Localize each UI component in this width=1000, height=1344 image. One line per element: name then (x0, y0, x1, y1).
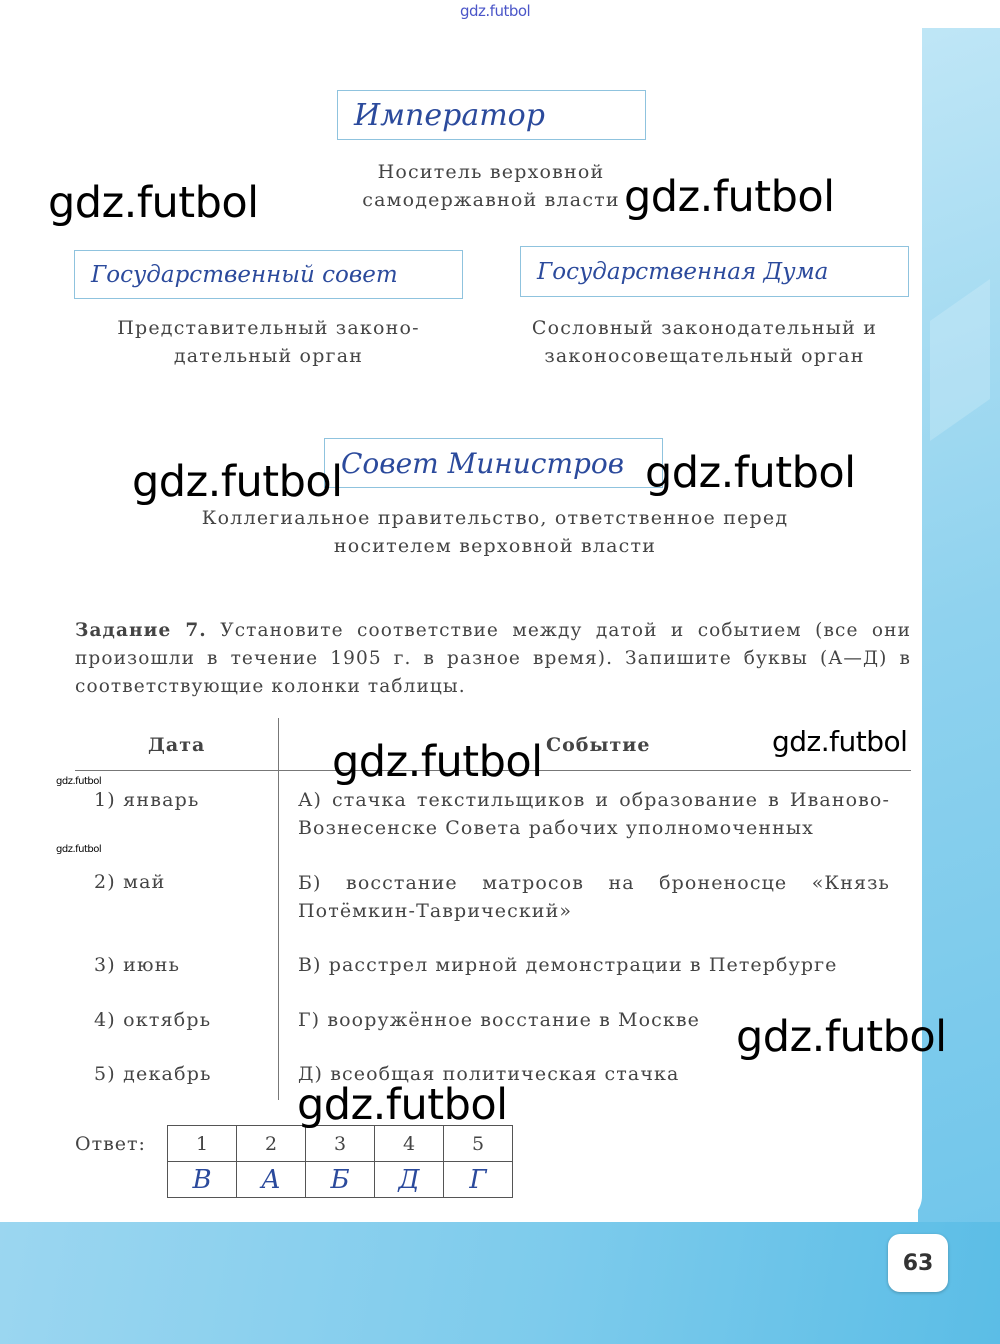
page-frame-right (918, 28, 1000, 1344)
state-duma-caption (508, 314, 901, 370)
answer-column-2: 2 (237, 1126, 306, 1162)
watermark-top: gdz.futbol (460, 2, 531, 20)
answer-letter-4: Д (375, 1162, 444, 1198)
state-council-caption-line-2: дательный орган (173, 345, 364, 367)
page-frame-bottom (0, 1222, 1000, 1344)
task-7 (75, 617, 911, 701)
table-column-divider (278, 718, 279, 1100)
council-of-ministers-caption-line-1: Коллегиальное правительство, ответственное перед (201, 507, 789, 529)
event-item-a: А) стачка текстильщиков и образование в Иваново-Вознесенске Совета рабочих уполномоченных (298, 789, 890, 839)
date-item-5: 5) декабрь (94, 1063, 212, 1085)
state-duma-caption-line-1: Сословный законодательный и (531, 317, 878, 339)
answer-table (167, 1125, 513, 1198)
answer-column-5: 5 (444, 1126, 513, 1162)
task-title: Задание 7. (75, 620, 207, 641)
answer-label: Ответ: (75, 1133, 146, 1155)
event-item-b: Б) восстание матросов на броненосце «Князь Потёмкин-Таврический» (298, 872, 890, 922)
council-of-ministers-answer-box: Совет Министров (324, 438, 663, 488)
date-item-1: 1) январь (94, 789, 200, 811)
watermark-9: gdz.futbol (736, 1012, 947, 1062)
page-number: 63 (888, 1234, 948, 1292)
task-text: Установите соответствие между датой и событием (все они произошли в течение 1905 г. в разное время). Запишите буквы (А—Д) в соответствующие колонки таблицы. (75, 620, 911, 697)
emperor-answer-box: Император (337, 90, 646, 140)
watermark-6: gdz.futbol (772, 725, 908, 758)
watermark-8: gdz.futbol (56, 844, 102, 855)
watermark-4: gdz.futbol (645, 448, 856, 498)
answer-column-1: 1 (168, 1126, 237, 1162)
watermark-1: gdz.futbol (48, 178, 259, 228)
answer-letter-3: Б (306, 1162, 375, 1198)
answer-letter-2: А (237, 1162, 306, 1198)
watermark-3: gdz.futbol (132, 457, 343, 507)
answer-letters-row (168, 1162, 513, 1198)
answer-header-row (168, 1126, 513, 1162)
event-column-header: Событие (546, 734, 651, 756)
emperor-caption-line-1: Носитель верховной (377, 161, 605, 183)
watermark-7: gdz.futbol (56, 776, 102, 787)
event-item-c: В) расстрел мирной демонстрации в Петербурге (298, 954, 838, 976)
event-item-e: Д) всеобщая политическая стачка (298, 1063, 680, 1085)
date-item-4: 4) октябрь (94, 1009, 212, 1031)
state-council-answer-box: Государственный совет (74, 250, 463, 299)
state-council-caption (74, 314, 463, 370)
emperor-caption (330, 158, 652, 214)
council-of-ministers-caption (170, 504, 820, 560)
answer-letter-1: В (168, 1162, 237, 1198)
watermark-10: gdz.futbol (297, 1080, 508, 1130)
watermark-5: gdz.futbol (332, 737, 543, 787)
answer-column-4: 4 (375, 1126, 444, 1162)
answer-column-3: 3 (306, 1126, 375, 1162)
council-of-ministers-caption-line-2: носителем верховной власти (333, 535, 657, 557)
state-duma-answer-box: Государственная Дума (520, 246, 909, 297)
watermark-2: gdz.futbol (624, 172, 835, 222)
date-column-header: Дата (148, 734, 206, 756)
state-council-caption-line-1: Представительный законо- (117, 317, 420, 339)
state-duma-caption-line-2: законосовещательный орган (544, 345, 865, 367)
answer-letter-5: Г (444, 1162, 513, 1198)
date-item-3: 3) июнь (94, 954, 181, 976)
date-item-2: 2) май (94, 871, 166, 893)
event-item-d: Г) вооружённое восстание в Москве (298, 1009, 700, 1031)
emperor-caption-line-2: самодержавной власти (362, 189, 620, 211)
